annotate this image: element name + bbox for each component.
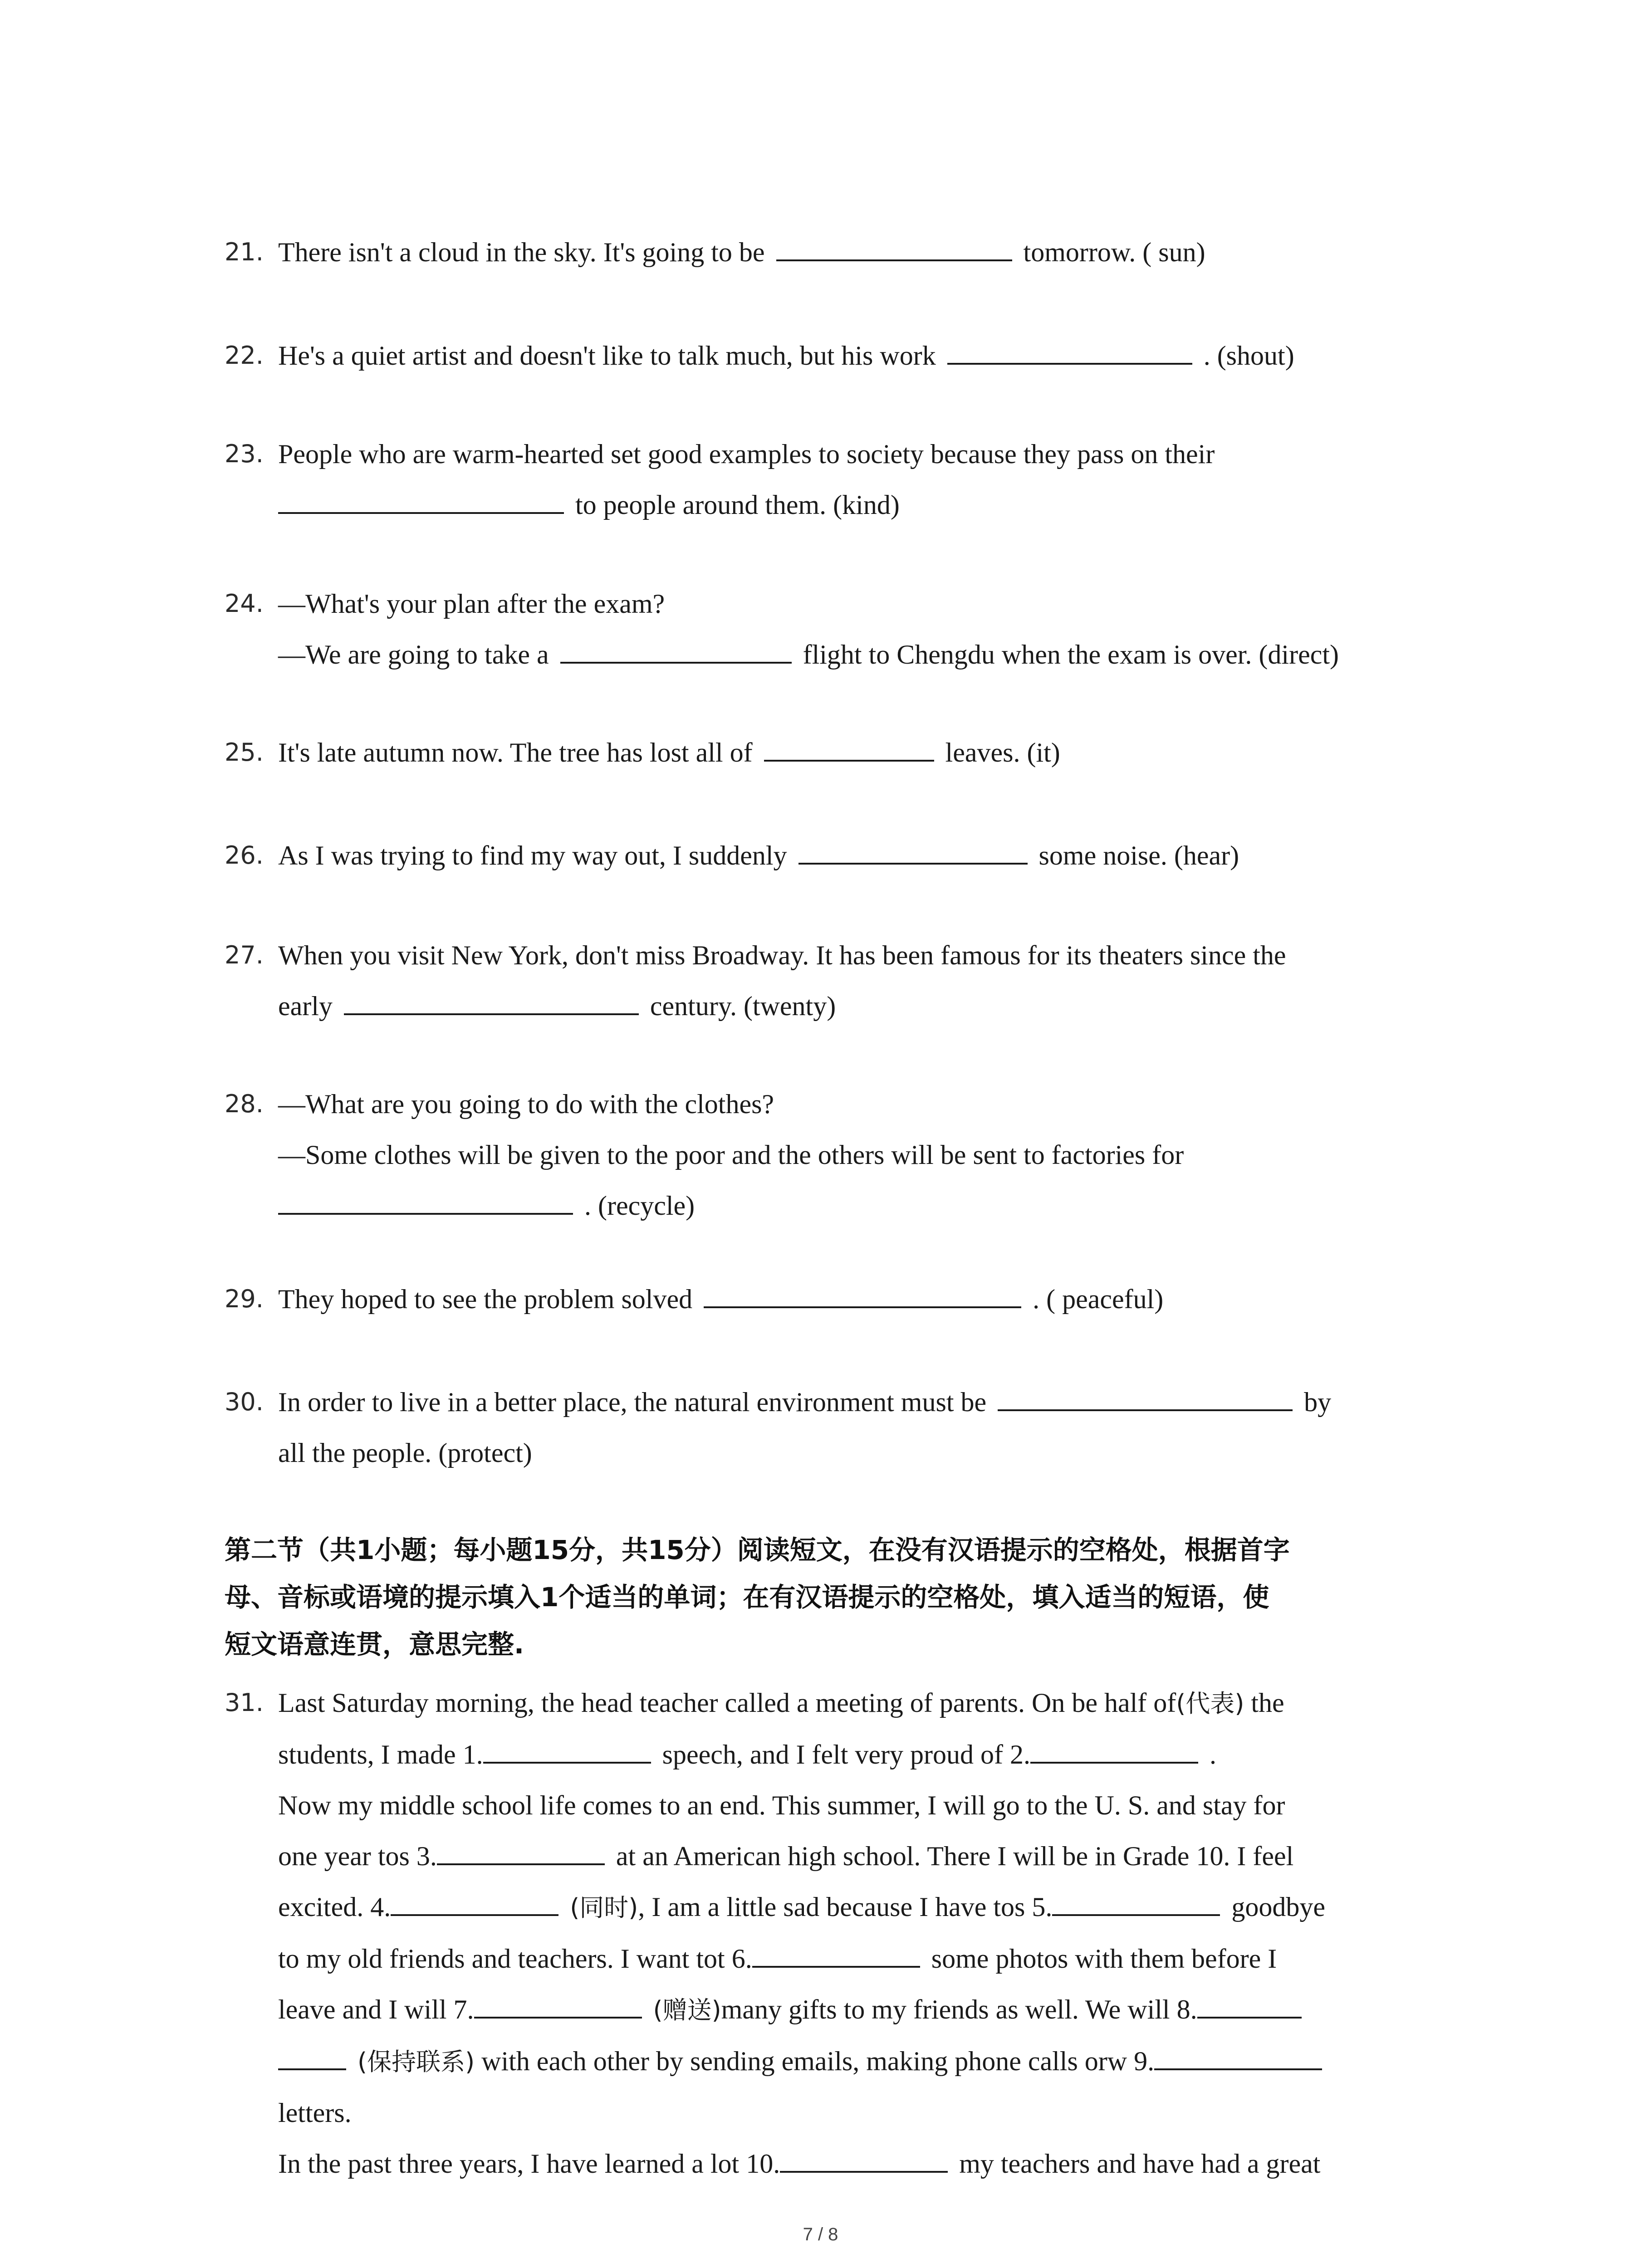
question-23 (225, 429, 1450, 530)
question-number: 25. (225, 738, 264, 767)
question-hint: tomorrow. ( sun) (1023, 237, 1205, 267)
question-hint: some noise. (hear) (1038, 841, 1239, 870)
passage-text: leave and I will 7. (278, 1994, 474, 2024)
passage-text: the (1251, 1688, 1284, 1718)
dialogue-line: —Some clothes will be given to the poor and the others will be sent to factories for (278, 1140, 1184, 1170)
passage-text: letters. (278, 2098, 352, 2128)
answer-blank-7[interactable] (474, 1989, 642, 2019)
question-number: 21. (225, 238, 264, 266)
question-30 (225, 1377, 1450, 1478)
chinese-hint: (代表) (1176, 1689, 1244, 1718)
passage-text: excited. 4. (278, 1892, 391, 1922)
answer-blank[interactable] (947, 336, 1192, 365)
passage-text: students, I made 1. (278, 1740, 483, 1769)
question-hint: leaves. (it) (945, 738, 1060, 767)
answer-blank-10[interactable] (780, 2144, 948, 2173)
answer-blank[interactable] (278, 1186, 573, 1215)
answer-blank[interactable] (998, 1382, 1293, 1411)
answer-blank-5[interactable] (1052, 1887, 1220, 1916)
question-hint: century. (twenty) (650, 991, 836, 1021)
chinese-hint: (同时) (570, 1893, 638, 1922)
question-hint: by (1304, 1387, 1332, 1417)
question-24 (225, 578, 1450, 680)
question-25 (225, 727, 1450, 778)
answer-blank-4[interactable] (391, 1887, 558, 1916)
question-text: In order to live in a better place, the natural environment must be (278, 1387, 987, 1417)
passage-text: at an American high school. There I will be in Grade 10. I feel (616, 1841, 1294, 1871)
passage-text: Last Saturday morning, the head teacher called a meeting of parents. On be half of (278, 1688, 1176, 1718)
question-number: 28. (225, 1090, 264, 1118)
question-26 (225, 830, 1450, 881)
question-text: early (278, 991, 333, 1021)
passage-text: In the past three years, I have learned a lot 10. (278, 2149, 780, 2179)
heading-line: 短文语意连贯，意思完整. (225, 1629, 524, 1660)
answer-blank[interactable] (278, 485, 564, 514)
passage-text: many gifts to my friends as well. We will 8. (721, 1994, 1197, 2024)
question-text: —We are going to take a (278, 640, 549, 670)
answer-blank-9[interactable] (1154, 2041, 1322, 2070)
question-text: There isn't a cloud in the sky. It's going to be (278, 237, 765, 267)
passage-text: speech, and I felt very proud of 2. (662, 1740, 1030, 1769)
question-21 (225, 227, 1450, 278)
question-number: 27. (225, 941, 264, 969)
passage-text: goodbye (1231, 1892, 1326, 1922)
question-hint: flight to Chengdu when the exam is over. (direct) (803, 640, 1339, 670)
question-number: 24. (225, 589, 264, 618)
answer-blank[interactable] (798, 836, 1028, 865)
question-number: 30. (225, 1388, 264, 1416)
question-text: He's a quiet artist and doesn't like to talk much, but his work (278, 341, 936, 371)
question-text: When you visit New York, don't miss Broadway. It has been famous for its theaters since the (278, 940, 1286, 970)
heading-line: 第二节（共1小题；每小题15分，共15分）阅读短文，在没有汉语提示的空格处，根据首字 (225, 1535, 1290, 1565)
question-text: They hoped to see the problem solved (278, 1284, 693, 1314)
question-hint: . ( peaceful) (1033, 1284, 1164, 1314)
passage-text: . (1209, 1740, 1216, 1769)
question-number: 23. (225, 440, 264, 468)
answer-blank[interactable] (344, 986, 639, 1015)
question-number: 26. (225, 841, 264, 870)
question-text: As I was trying to find my way out, I suddenly (278, 841, 787, 870)
passage-text: some photos with them before I (931, 1944, 1277, 1974)
passage-text: , I am a little sad because I have tos 5. (638, 1892, 1053, 1922)
passage-text: one year tos 3. (278, 1841, 437, 1871)
question-number: 29. (225, 1285, 264, 1313)
answer-blank[interactable] (776, 232, 1012, 261)
answer-blank-1[interactable] (483, 1735, 651, 1764)
question-hint: to people around them. (kind) (575, 490, 900, 520)
question-text: People who are warm-hearted set good examples to society because they pass on their (278, 439, 1215, 469)
section-heading (225, 1526, 1450, 1668)
heading-line: 母、音标或语境的提示填入1个适当的单词；在有汉语提示的空格处，填入适当的短语，使 (225, 1582, 1269, 1613)
answer-blank-2[interactable] (1030, 1735, 1198, 1764)
answer-blank-3[interactable] (437, 1836, 605, 1865)
passage-text: to my old friends and teachers. I want tot 6. (278, 1944, 752, 1974)
question-number: 31. (225, 1688, 264, 1717)
chinese-hint: (赠送) (653, 1996, 721, 2024)
chinese-hint: (保持联系) (358, 2048, 475, 2076)
page-number: 7 / 8 (803, 2224, 838, 2244)
question-28 (225, 1079, 1450, 1231)
passage-text: my teachers and have had a great (959, 2149, 1321, 2179)
question-hint: . (recycle) (584, 1191, 695, 1221)
question-29 (225, 1274, 1450, 1325)
passage-31 (225, 1677, 1450, 2189)
question-27 (225, 930, 1450, 1031)
question-text: all the people. (protect) (278, 1438, 532, 1468)
passage-text: Now my middle school life comes to an end. This summer, I will go to the U. S. and stay for (278, 1790, 1285, 1820)
answer-blank[interactable] (704, 1279, 1021, 1308)
answer-blank-6[interactable] (752, 1939, 920, 1968)
answer-blank-8-cont[interactable] (278, 2041, 346, 2070)
question-number: 22. (225, 341, 264, 370)
answer-blank[interactable] (560, 635, 792, 664)
question-text: It's late autumn now. The tree has lost all of (278, 738, 753, 767)
dialogue-line: —What's your plan after the exam? (278, 589, 665, 619)
dialogue-line: —What are you going to do with the clothes? (278, 1089, 774, 1119)
answer-blank-8[interactable] (1197, 1989, 1302, 2019)
passage-text: with each other by sending emails, making phone calls orw 9. (481, 2046, 1155, 2076)
answer-blank[interactable] (764, 733, 934, 762)
question-22 (225, 330, 1450, 381)
question-hint: . (shout) (1203, 341, 1294, 371)
